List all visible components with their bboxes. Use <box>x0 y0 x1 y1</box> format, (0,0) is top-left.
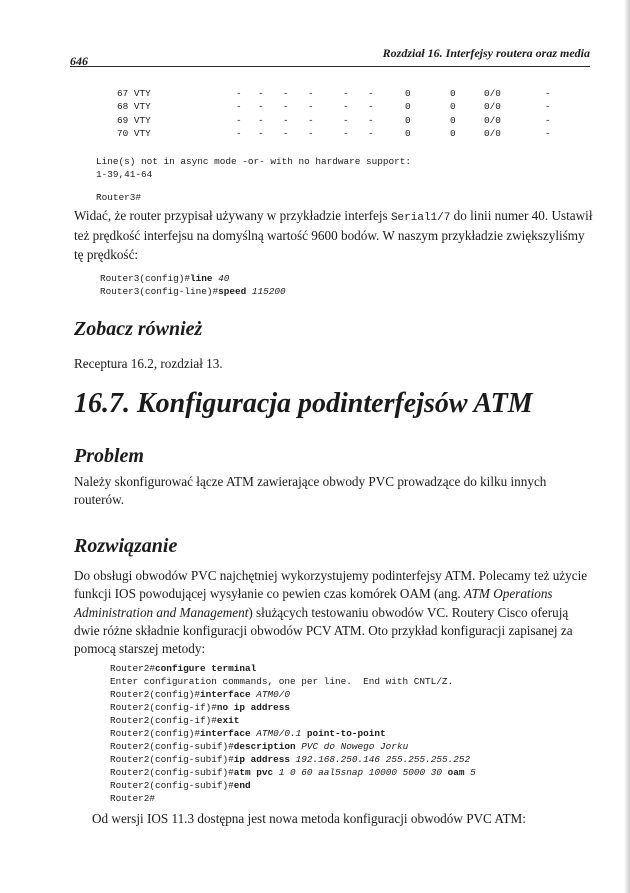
code-line: Router2# <box>110 793 156 804</box>
table-cell: - <box>258 128 264 139</box>
table-cell: - <box>283 128 289 139</box>
code-block <box>110 662 476 805</box>
table-cell: - <box>343 128 349 139</box>
inline-code: Serial1/7 <box>390 212 451 224</box>
table-cell: 0 <box>450 128 456 139</box>
table-cell: 68 VTY <box>117 101 151 112</box>
running-head: Rozdział 16. Interfejsy routera oraz media <box>382 46 590 60</box>
table-cell: 0/0 <box>484 115 501 126</box>
table-cell: - <box>236 101 242 112</box>
output-line: 1-39,41-64 <box>96 169 153 180</box>
table-cell: 0 <box>450 115 456 126</box>
table-cell: - <box>236 128 242 139</box>
code-line: Router2(config)#interface ATM0/0.1 point-to-point <box>110 728 386 739</box>
code-line: Router2(config-subif)#end <box>110 780 251 791</box>
table-cell: - <box>368 115 374 126</box>
paragraph: Należy skonfigurować łącze ATM zawierające obwody PVC prowadzące do kilku innych routerów. <box>74 474 547 508</box>
section-heading: Zobacz również <box>74 318 203 340</box>
table-cell: - <box>343 88 349 99</box>
paragraph: Receptura 16.2, rozdział 13. <box>74 356 223 371</box>
table-cell: 0 <box>405 115 411 126</box>
section-title: 16.7. Konfiguracja podinterfejsów ATM <box>74 388 533 419</box>
section-heading: Problem <box>74 445 144 467</box>
table-cell: - <box>343 101 349 112</box>
table-cell: - <box>545 115 551 126</box>
output-line: Line(s) not in async mode -or- with no hardware support: <box>96 156 412 167</box>
table-cell: 69 VTY <box>117 115 151 126</box>
output-line: Router3# <box>96 192 142 203</box>
table-cell: - <box>258 115 264 126</box>
table-cell: 0/0 <box>484 101 501 112</box>
code-line: Router3(config-line)#speed 115200 <box>100 286 286 297</box>
code-block <box>100 272 286 298</box>
table-cell: - <box>236 88 242 99</box>
table-cell: 0 <box>450 88 456 99</box>
table-cell: 0/0 <box>484 128 501 139</box>
code-line: Router2(config-if)#no ip address <box>110 702 291 713</box>
code-line: Router2(config-subif)#ip address 192.168.250.146 255.255.255.252 <box>110 754 471 765</box>
page-number: 646 <box>70 54 88 68</box>
code-line: Router2(config-if)#exit <box>110 715 240 726</box>
table-cell: - <box>343 115 349 126</box>
code-line: Enter configuration commands, one per line. End with CNTL/Z. <box>110 676 454 687</box>
table-cell: 0/0 <box>484 88 501 99</box>
table-cell: - <box>545 88 551 99</box>
table-cell: 0 <box>405 128 411 139</box>
table-cell: - <box>368 128 374 139</box>
table-cell: - <box>258 101 264 112</box>
table-cell: - <box>236 115 242 126</box>
table-cell: 0 <box>405 88 411 99</box>
table-cell: - <box>283 115 289 126</box>
table-cell: - <box>545 128 551 139</box>
table-cell: - <box>368 101 374 112</box>
table-cell: - <box>283 101 289 112</box>
table-cell: - <box>308 101 314 112</box>
code-line: Router3(config)#line 40 <box>100 273 230 284</box>
paragraph: Widać, że router przypisał używany w przykładzie interfejs Serial1/7 do linii numer 40. Ustawił też prędkość interfejsu na domyślną wartość 9600 bodów. W naszym przykładzie zwiększyliśmy tę prędkość: <box>74 208 593 262</box>
code-line: Router2(config-subif)#description PVC do Nowego Jorku <box>110 741 409 752</box>
table-cell: - <box>308 128 314 139</box>
table-cell: - <box>308 88 314 99</box>
table-cell: - <box>368 88 374 99</box>
scan-edge <box>624 0 630 893</box>
table-cell: 70 VTY <box>117 128 151 139</box>
table-cell: 0 <box>405 101 411 112</box>
paragraph: Od wersji IOS 11.3 dostępna jest nowa metoda konfiguracji obwodów PVC ATM: <box>92 811 526 826</box>
table-cell: - <box>258 88 264 99</box>
section-heading: Rozwiązanie <box>74 535 178 557</box>
table-cell: - <box>545 101 551 112</box>
table-cell: - <box>283 88 289 99</box>
paragraph: Do obsługi obwodów PVC najchętniej wykorzystujemy podinterfejsy ATM. Polecamy też użycie funkcji IOS powodującej wysyłanie co pewien czas komórek OAM (ang. ATM Operations Administration and Management) służących testowaniu obwodów VC. Routery Cisco oferują dwie różne składnie konfiguracji obwodów PCV ATM. Oto przykład konfiguracji zapisanej za pomocą starszej metody: <box>74 568 588 657</box>
code-line: Router2(config)#interface ATM0/0 <box>110 689 291 700</box>
code-line: Router2(config-subif)#atm pvc 1 0 60 aal5snap 10000 5000 30 oam 5 <box>110 767 476 778</box>
page-header <box>70 44 590 67</box>
table-cell: - <box>308 115 314 126</box>
table-cell: 67 VTY <box>117 88 151 99</box>
table-cell: 0 <box>450 101 456 112</box>
code-line: Router2#configure terminal <box>110 663 257 674</box>
